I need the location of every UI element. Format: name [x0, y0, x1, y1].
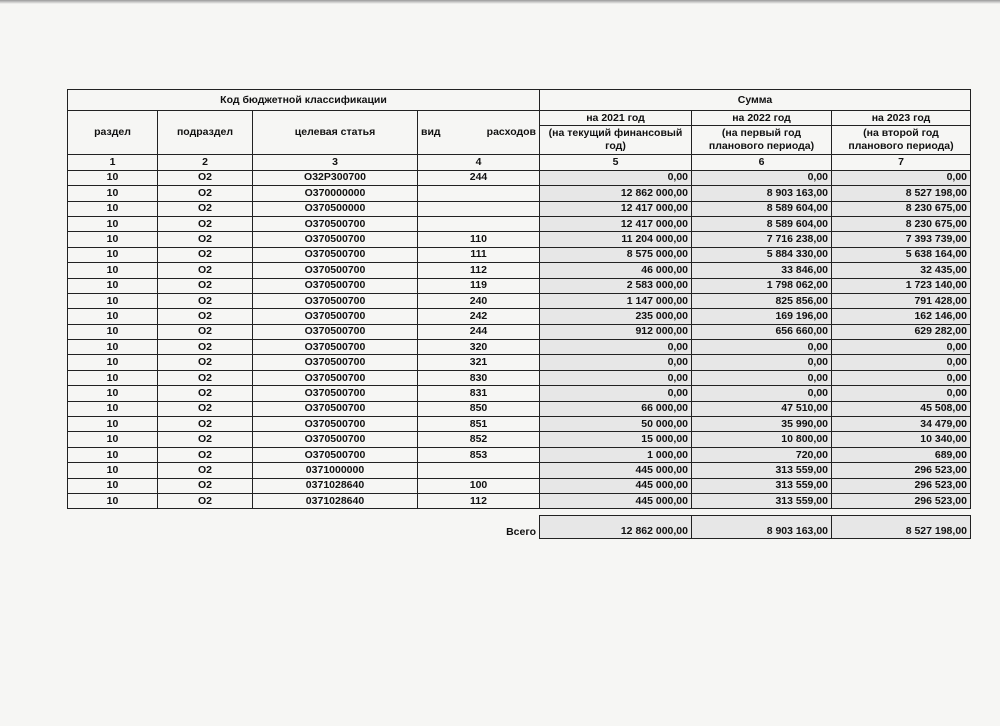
- spacer-row: [68, 509, 971, 516]
- cell-sum-2022: 33 846,00: [692, 263, 832, 278]
- cell-razdel: 10: [68, 463, 158, 478]
- cell-celevaya: 0371028640: [253, 493, 418, 508]
- cell-sum-2021: 1 000,00: [540, 447, 692, 462]
- cell-sum-2021: 445 000,00: [540, 463, 692, 478]
- cell-sum-2021: 2 583 000,00: [540, 278, 692, 293]
- table-row: [68, 324, 971, 339]
- cell-sum-2023: 1 723 140,00: [832, 278, 971, 293]
- cell-vid: 851: [418, 417, 540, 432]
- cell-razdel: 10: [68, 324, 158, 339]
- cell-sum-2023: 296 523,00: [832, 493, 971, 508]
- cell-vid: 242: [418, 309, 540, 324]
- cell-vid: 244: [418, 170, 540, 185]
- cell-sum-2021: 11 204 000,00: [540, 232, 692, 247]
- col-number-4: 4: [418, 155, 540, 170]
- cell-sum-2022: 313 559,00: [692, 463, 832, 478]
- table-row: [68, 201, 971, 216]
- cell-sum-2023: 689,00: [832, 447, 971, 462]
- cell-sum-2021: 0,00: [540, 355, 692, 370]
- cell-podrazdel: О2: [158, 232, 253, 247]
- cell-sum-2021: 0,00: [540, 386, 692, 401]
- col-podrazdel-header: подраздел: [158, 111, 253, 155]
- cell-sum-2022: 720,00: [692, 447, 832, 462]
- cell-sum-2022: 8 903 163,00: [692, 186, 832, 201]
- cell-sum-2021: 445 000,00: [540, 478, 692, 493]
- cell-sum-2021: 912 000,00: [540, 324, 692, 339]
- cell-razdel: 10: [68, 247, 158, 262]
- cell-sum-2023: 34 479,00: [832, 417, 971, 432]
- cell-celevaya: О370500700: [253, 216, 418, 231]
- cell-vid: 119: [418, 278, 540, 293]
- header-row-numbers: [68, 155, 971, 170]
- cell-podrazdel: О2: [158, 493, 253, 508]
- total-row: [68, 516, 971, 539]
- year-2022-header: на 2022 год: [692, 111, 832, 126]
- cell-podrazdel: О2: [158, 370, 253, 385]
- cell-podrazdel: О2: [158, 417, 253, 432]
- col-number-6: 6: [692, 155, 832, 170]
- cell-razdel: 10: [68, 232, 158, 247]
- cell-sum-2021: 46 000,00: [540, 263, 692, 278]
- table-row: [68, 247, 971, 262]
- sum-title: Сумма: [540, 90, 971, 111]
- cell-sum-2022: 5 884 330,00: [692, 247, 832, 262]
- cell-razdel: 10: [68, 401, 158, 416]
- cell-podrazdel: О2: [158, 324, 253, 339]
- cell-podrazdel: О2: [158, 478, 253, 493]
- cell-celevaya: О370500700: [253, 278, 418, 293]
- cell-vid: 240: [418, 293, 540, 308]
- cell-sum-2022: 10 800,00: [692, 432, 832, 447]
- cell-vid: 850: [418, 401, 540, 416]
- cell-sum-2022: 8 589 604,00: [692, 216, 832, 231]
- cell-razdel: 10: [68, 447, 158, 462]
- cell-vid: 852: [418, 432, 540, 447]
- cell-razdel: 10: [68, 432, 158, 447]
- cell-vid: 112: [418, 263, 540, 278]
- table-row: [68, 447, 971, 462]
- total-label: Всего: [506, 525, 536, 538]
- cell-sum-2023: 0,00: [832, 170, 971, 185]
- cell-sum-2023: 296 523,00: [832, 463, 971, 478]
- cell-sum-2021: 0,00: [540, 170, 692, 185]
- cell-vid: 853: [418, 447, 540, 462]
- table-row: [68, 186, 971, 201]
- table-row: [68, 478, 971, 493]
- cell-sum-2021: 235 000,00: [540, 309, 692, 324]
- table-row: [68, 232, 971, 247]
- cell-podrazdel: О2: [158, 186, 253, 201]
- col-vid-header: [418, 111, 540, 155]
- cell-razdel: 10: [68, 216, 158, 231]
- sub-2021-header: (на текущий финансовый год): [540, 126, 692, 155]
- cell-celevaya: 0371000000: [253, 463, 418, 478]
- table-row: [68, 309, 971, 324]
- cell-sum-2023: 32 435,00: [832, 263, 971, 278]
- cell-celevaya: О370500700: [253, 432, 418, 447]
- col-number-7: 7: [832, 155, 971, 170]
- cell-podrazdel: О2: [158, 278, 253, 293]
- cell-razdel: 10: [68, 478, 158, 493]
- cell-sum-2021: 12 417 000,00: [540, 216, 692, 231]
- cell-celevaya: О370500700: [253, 417, 418, 432]
- table-row: [68, 170, 971, 185]
- cell-sum-2022: 8 589 604,00: [692, 201, 832, 216]
- cell-sum-2021: 1 147 000,00: [540, 293, 692, 308]
- cell-sum-2023: 0,00: [832, 355, 971, 370]
- cell-razdel: 10: [68, 493, 158, 508]
- cell-vid: 321: [418, 355, 540, 370]
- header-row-years: [68, 111, 971, 126]
- cell-razdel: 10: [68, 340, 158, 355]
- cell-podrazdel: О2: [158, 201, 253, 216]
- cell-sum-2022: 656 660,00: [692, 324, 832, 339]
- cell-sum-2023: 791 428,00: [832, 293, 971, 308]
- cell-vid: 320: [418, 340, 540, 355]
- cell-celevaya: О370500700: [253, 324, 418, 339]
- cell-podrazdel: О2: [158, 386, 253, 401]
- cell-sum-2022: 0,00: [692, 170, 832, 185]
- table-row: [68, 355, 971, 370]
- cell-podrazdel: О2: [158, 293, 253, 308]
- cell-celevaya: О370500700: [253, 340, 418, 355]
- col-vid-label-b: расходов: [486, 126, 536, 139]
- cell-sum-2021: 8 575 000,00: [540, 247, 692, 262]
- cell-vid: [418, 216, 540, 231]
- total-sum-2023: 8 527 198,00: [832, 516, 971, 539]
- cell-sum-2021: 0,00: [540, 370, 692, 385]
- cell-sum-2021: 12 862 000,00: [540, 186, 692, 201]
- cell-celevaya: О370500700: [253, 370, 418, 385]
- cell-razdel: 10: [68, 186, 158, 201]
- total-sum-2022: 8 903 163,00: [692, 516, 832, 539]
- cell-sum-2023: 8 230 675,00: [832, 201, 971, 216]
- cell-podrazdel: О2: [158, 340, 253, 355]
- cell-vid: 110: [418, 232, 540, 247]
- cell-celevaya: О370500700: [253, 263, 418, 278]
- cell-celevaya: О370500700: [253, 293, 418, 308]
- table-row: [68, 370, 971, 385]
- table-row: [68, 493, 971, 508]
- cell-sum-2022: 0,00: [692, 355, 832, 370]
- cell-podrazdel: О2: [158, 432, 253, 447]
- cell-podrazdel: О2: [158, 355, 253, 370]
- cell-sum-2023: 8 527 198,00: [832, 186, 971, 201]
- total-sum-2021: 12 862 000,00: [540, 516, 692, 539]
- cell-sum-2023: 5 638 164,00: [832, 247, 971, 262]
- table-row: [68, 293, 971, 308]
- cell-sum-2023: 0,00: [832, 370, 971, 385]
- cell-sum-2023: 45 508,00: [832, 401, 971, 416]
- cell-podrazdel: О2: [158, 401, 253, 416]
- col-razdel-header: раздел: [68, 111, 158, 155]
- cell-sum-2021: 0,00: [540, 340, 692, 355]
- cell-vid: 112: [418, 493, 540, 508]
- cell-sum-2023: 10 340,00: [832, 432, 971, 447]
- cell-razdel: 10: [68, 201, 158, 216]
- cell-vid: [418, 201, 540, 216]
- cell-celevaya: О370500700: [253, 232, 418, 247]
- cell-celevaya: О370500700: [253, 386, 418, 401]
- table-row: [68, 417, 971, 432]
- cell-celevaya: О370500700: [253, 309, 418, 324]
- cell-razdel: 10: [68, 309, 158, 324]
- table-row: [68, 401, 971, 416]
- scan-edge: [0, 0, 1000, 4]
- cell-razdel: 10: [68, 263, 158, 278]
- cell-sum-2021: 15 000,00: [540, 432, 692, 447]
- table-row: [68, 463, 971, 478]
- cell-vid: [418, 186, 540, 201]
- cell-celevaya: О370500000: [253, 201, 418, 216]
- cell-sum-2022: 7 716 238,00: [692, 232, 832, 247]
- cell-vid: 100: [418, 478, 540, 493]
- cell-podrazdel: О2: [158, 463, 253, 478]
- cell-sum-2023: 629 282,00: [832, 324, 971, 339]
- cell-sum-2023: 7 393 739,00: [832, 232, 971, 247]
- col-number-1: 1: [68, 155, 158, 170]
- cell-razdel: 10: [68, 417, 158, 432]
- cell-sum-2022: 0,00: [692, 386, 832, 401]
- cell-sum-2021: 445 000,00: [540, 493, 692, 508]
- cell-sum-2023: 296 523,00: [832, 478, 971, 493]
- budget-table: [67, 89, 971, 539]
- cell-celevaya: О32Р300700: [253, 170, 418, 185]
- year-2023-header: на 2023 год: [832, 111, 971, 126]
- cell-razdel: 10: [68, 278, 158, 293]
- cell-celevaya: 0371028640: [253, 478, 418, 493]
- cell-podrazdel: О2: [158, 309, 253, 324]
- cell-razdel: 10: [68, 170, 158, 185]
- cell-celevaya: О370500700: [253, 401, 418, 416]
- cell-podrazdel: О2: [158, 170, 253, 185]
- cell-celevaya: О370000000: [253, 186, 418, 201]
- cell-razdel: 10: [68, 386, 158, 401]
- cell-razdel: 10: [68, 355, 158, 370]
- cell-podrazdel: О2: [158, 216, 253, 231]
- col-vid-label-a: вид: [421, 126, 441, 139]
- col-number-2: 2: [158, 155, 253, 170]
- table-row: [68, 432, 971, 447]
- cell-vid: [418, 463, 540, 478]
- header-row-top: [68, 90, 971, 111]
- sub-2023-header: (на второй год планового периода): [832, 126, 971, 155]
- cell-celevaya: О370500700: [253, 355, 418, 370]
- year-2021-header: на 2021 год: [540, 111, 692, 126]
- cell-celevaya: О370500700: [253, 447, 418, 462]
- cell-sum-2021: 50 000,00: [540, 417, 692, 432]
- cell-sum-2022: 313 559,00: [692, 478, 832, 493]
- cell-sum-2021: 66 000,00: [540, 401, 692, 416]
- cell-vid: 830: [418, 370, 540, 385]
- cell-sum-2023: 0,00: [832, 386, 971, 401]
- cell-sum-2023: 0,00: [832, 340, 971, 355]
- table-row: [68, 216, 971, 231]
- cell-sum-2023: 8 230 675,00: [832, 216, 971, 231]
- cell-podrazdel: О2: [158, 263, 253, 278]
- cell-sum-2022: 825 856,00: [692, 293, 832, 308]
- cell-sum-2022: 1 798 062,00: [692, 278, 832, 293]
- table-row: [68, 263, 971, 278]
- col-celevaya-header: целевая статья: [253, 111, 418, 155]
- cell-celevaya: О370500700: [253, 247, 418, 262]
- cell-vid: 244: [418, 324, 540, 339]
- col-number-3: 3: [253, 155, 418, 170]
- col-number-5: 5: [540, 155, 692, 170]
- table-row: [68, 278, 971, 293]
- cell-sum-2022: 169 196,00: [692, 309, 832, 324]
- cell-razdel: 10: [68, 293, 158, 308]
- cell-vid: 111: [418, 247, 540, 262]
- cell-podrazdel: О2: [158, 247, 253, 262]
- table-row: [68, 386, 971, 401]
- sub-2022-header: (на первый год планового периода): [692, 126, 832, 155]
- table-row: [68, 340, 971, 355]
- cell-sum-2022: 35 990,00: [692, 417, 832, 432]
- cell-sum-2022: 313 559,00: [692, 493, 832, 508]
- cell-podrazdel: О2: [158, 447, 253, 462]
- cell-razdel: 10: [68, 370, 158, 385]
- cell-sum-2022: 0,00: [692, 340, 832, 355]
- cell-sum-2021: 12 417 000,00: [540, 201, 692, 216]
- classification-title: Код бюджетной классификации: [68, 90, 540, 111]
- cell-vid: 831: [418, 386, 540, 401]
- spacer-cell: [68, 509, 971, 516]
- cell-sum-2022: 47 510,00: [692, 401, 832, 416]
- cell-sum-2023: 162 146,00: [832, 309, 971, 324]
- cell-sum-2022: 0,00: [692, 370, 832, 385]
